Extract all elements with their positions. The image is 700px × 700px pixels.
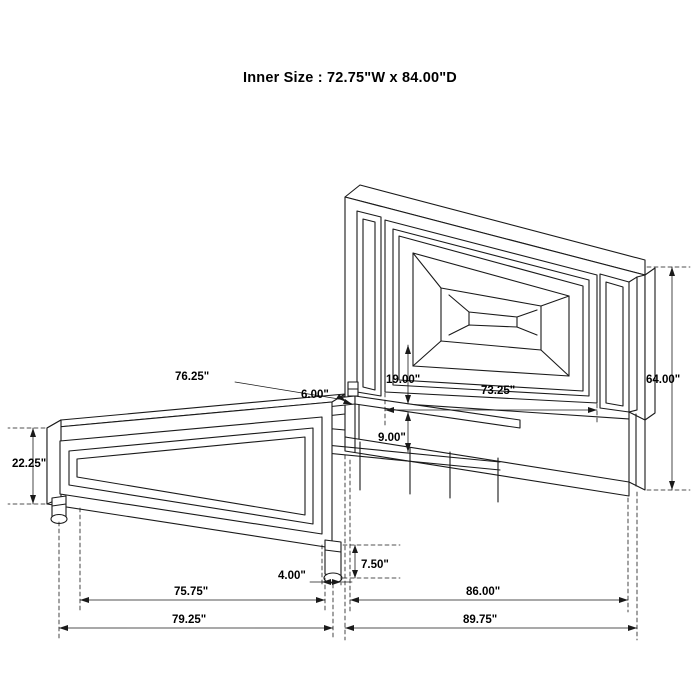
dim-9 — [405, 412, 411, 452]
dim-4 — [310, 579, 352, 585]
dim-7-50 — [352, 545, 358, 578]
page-title: Inner Size : 72.75"W x 84.00"D — [243, 70, 457, 86]
dim-label-6: 6.00" — [301, 389, 329, 401]
dim-label-75-75: 75.75" — [174, 586, 209, 598]
dim-label-79-25: 79.25" — [172, 614, 207, 626]
dim-label-22-25: 22.25" — [12, 458, 47, 470]
dim-label-86: 86.00" — [466, 586, 501, 598]
dim-label-4: 4.00" — [278, 570, 306, 582]
dim-label-89-75: 89.75" — [463, 614, 498, 626]
dim-label-9: 9.00" — [378, 432, 406, 444]
dim-label-7-50: 7.50" — [361, 559, 389, 571]
dim-label-64: 64.00" — [646, 374, 681, 386]
footboard — [47, 394, 345, 583]
dim-label-19: 19.00" — [386, 374, 421, 386]
dim-label-76-25: 76.25" — [175, 371, 210, 383]
dim-label-73-25: 73.25" — [481, 385, 516, 397]
